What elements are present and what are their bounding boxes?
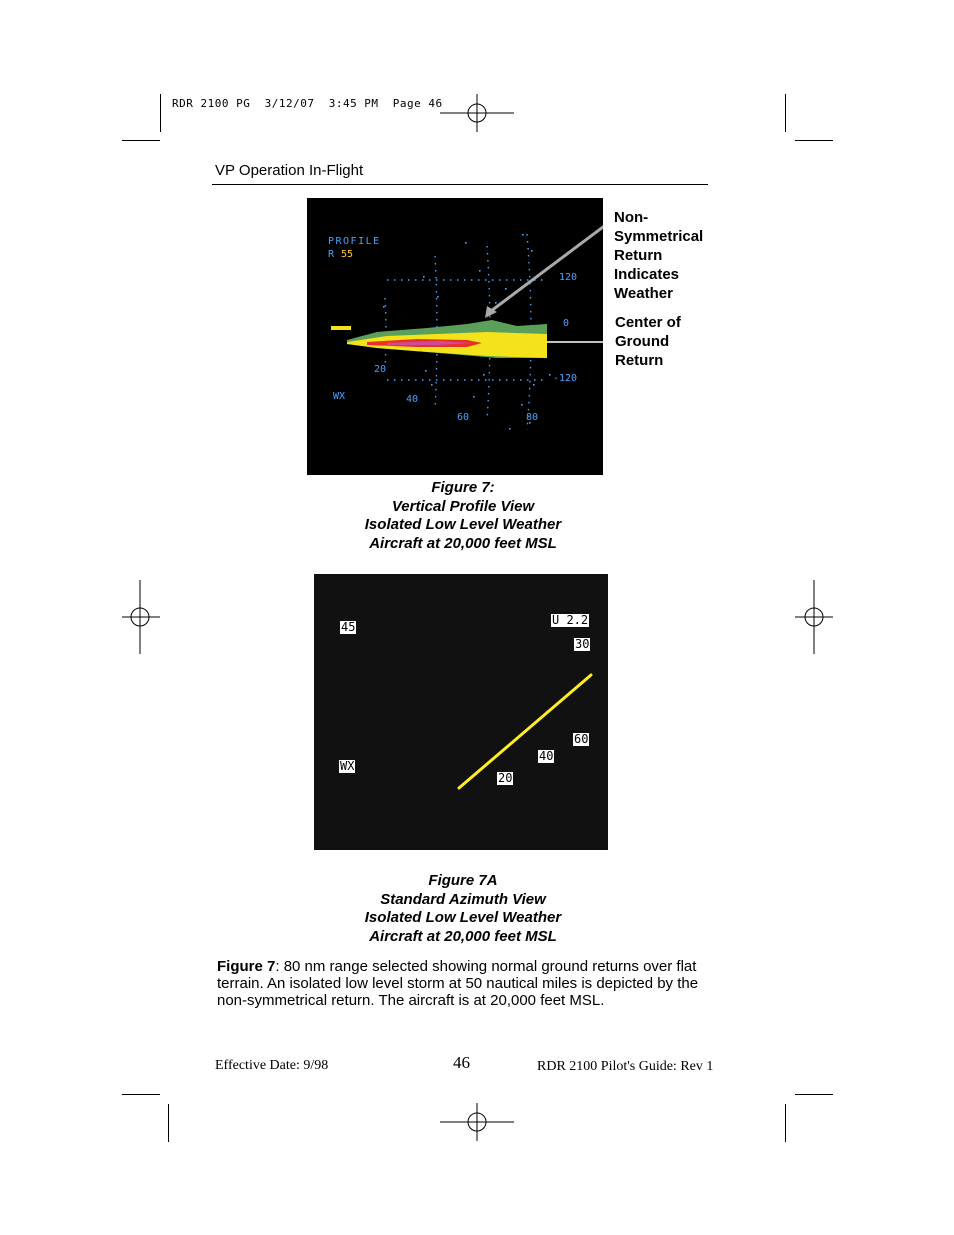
azimuth-mark-20: 20 [498, 771, 513, 785]
figure-description [217, 958, 711, 1009]
grid-dot [423, 276, 425, 278]
azimuth-mark-40: 40 [539, 749, 554, 763]
figure7a-caption: Figure 7A Standard Azimuth View Isolated Low Level Weather Aircraft at 20,000 feet MSL [364, 872, 562, 946]
callout-non-symmetrical: Non- Symmetrical Return Indicates Weather [614, 209, 704, 302]
grid-dot [495, 302, 497, 304]
grid-dot [549, 374, 551, 376]
range-mark-80: 80 [526, 412, 539, 423]
grid-dot [522, 234, 524, 236]
effective-date: Effective Date: 9/98 [215, 1058, 329, 1073]
range-mark-40: 40 [406, 394, 419, 405]
range-label-prefix: R [328, 249, 335, 260]
grid-dot [521, 404, 523, 406]
print-slug: RDR 2100 PG 3/12/07 3:45 PM Page 46 [172, 97, 443, 110]
wx-mode-label: WX [333, 391, 346, 402]
range-mark-60: 60 [457, 412, 470, 423]
azimuth-mark-60: 60 [574, 732, 589, 746]
callout-center-ground-return: Center of Ground Return [615, 314, 681, 369]
grid-dot [483, 374, 485, 376]
grid-dot [473, 396, 475, 398]
azimuth-sweep-line [459, 675, 591, 788]
grid-dot [383, 306, 385, 308]
range-mark-20: 20 [374, 364, 387, 375]
section-title: VP Operation In-Flight [215, 162, 364, 179]
grid-dot [431, 384, 433, 386]
guide-title: RDR 2100 Pilot's Guide: Rev 1 [537, 1059, 714, 1074]
tilt-label: U 2.2 [552, 613, 589, 627]
grid-dot [533, 384, 535, 386]
grid-dot [465, 242, 467, 244]
ground-return [331, 320, 547, 358]
alt-label-bottom: -120 [553, 373, 578, 384]
grid-dot [531, 250, 533, 252]
azimuth-mark-30: 30 [575, 637, 590, 651]
azimuth-range-label: 45 [341, 620, 356, 634]
range-value: 55 [341, 249, 354, 260]
description-text: : 80 nm range selected showing normal ground returns over flat terrain. An isolated low level storm at 50 nautical miles is depicted by the non-symmetrical return. The aircraft is at 20,000 feet MSL. [217, 958, 699, 1009]
header-rule [212, 184, 708, 185]
alt-label-top: 120 [559, 272, 578, 283]
page-number: 46 [453, 1053, 470, 1072]
aircraft-marker [331, 326, 351, 330]
grid-dot [509, 428, 511, 430]
grid-dot [425, 370, 427, 372]
figure7-caption: Figure 7: Vertical Profile View Isolated Low Level Weather Aircraft at 20,000 feet MSL [364, 479, 562, 553]
alt-label-mid: 0 [563, 318, 570, 329]
grid-dot [437, 296, 439, 298]
azimuth-display [314, 574, 608, 850]
azimuth-wx-label: WX [340, 759, 355, 773]
grid-dot [505, 288, 507, 290]
grid-dot [479, 270, 481, 272]
figure-ref: Figure 7 [217, 958, 276, 975]
profile-mode-label: PROFILE [328, 236, 381, 247]
vertical-profile-display [307, 198, 603, 475]
callout-arrow-line [487, 224, 603, 314]
